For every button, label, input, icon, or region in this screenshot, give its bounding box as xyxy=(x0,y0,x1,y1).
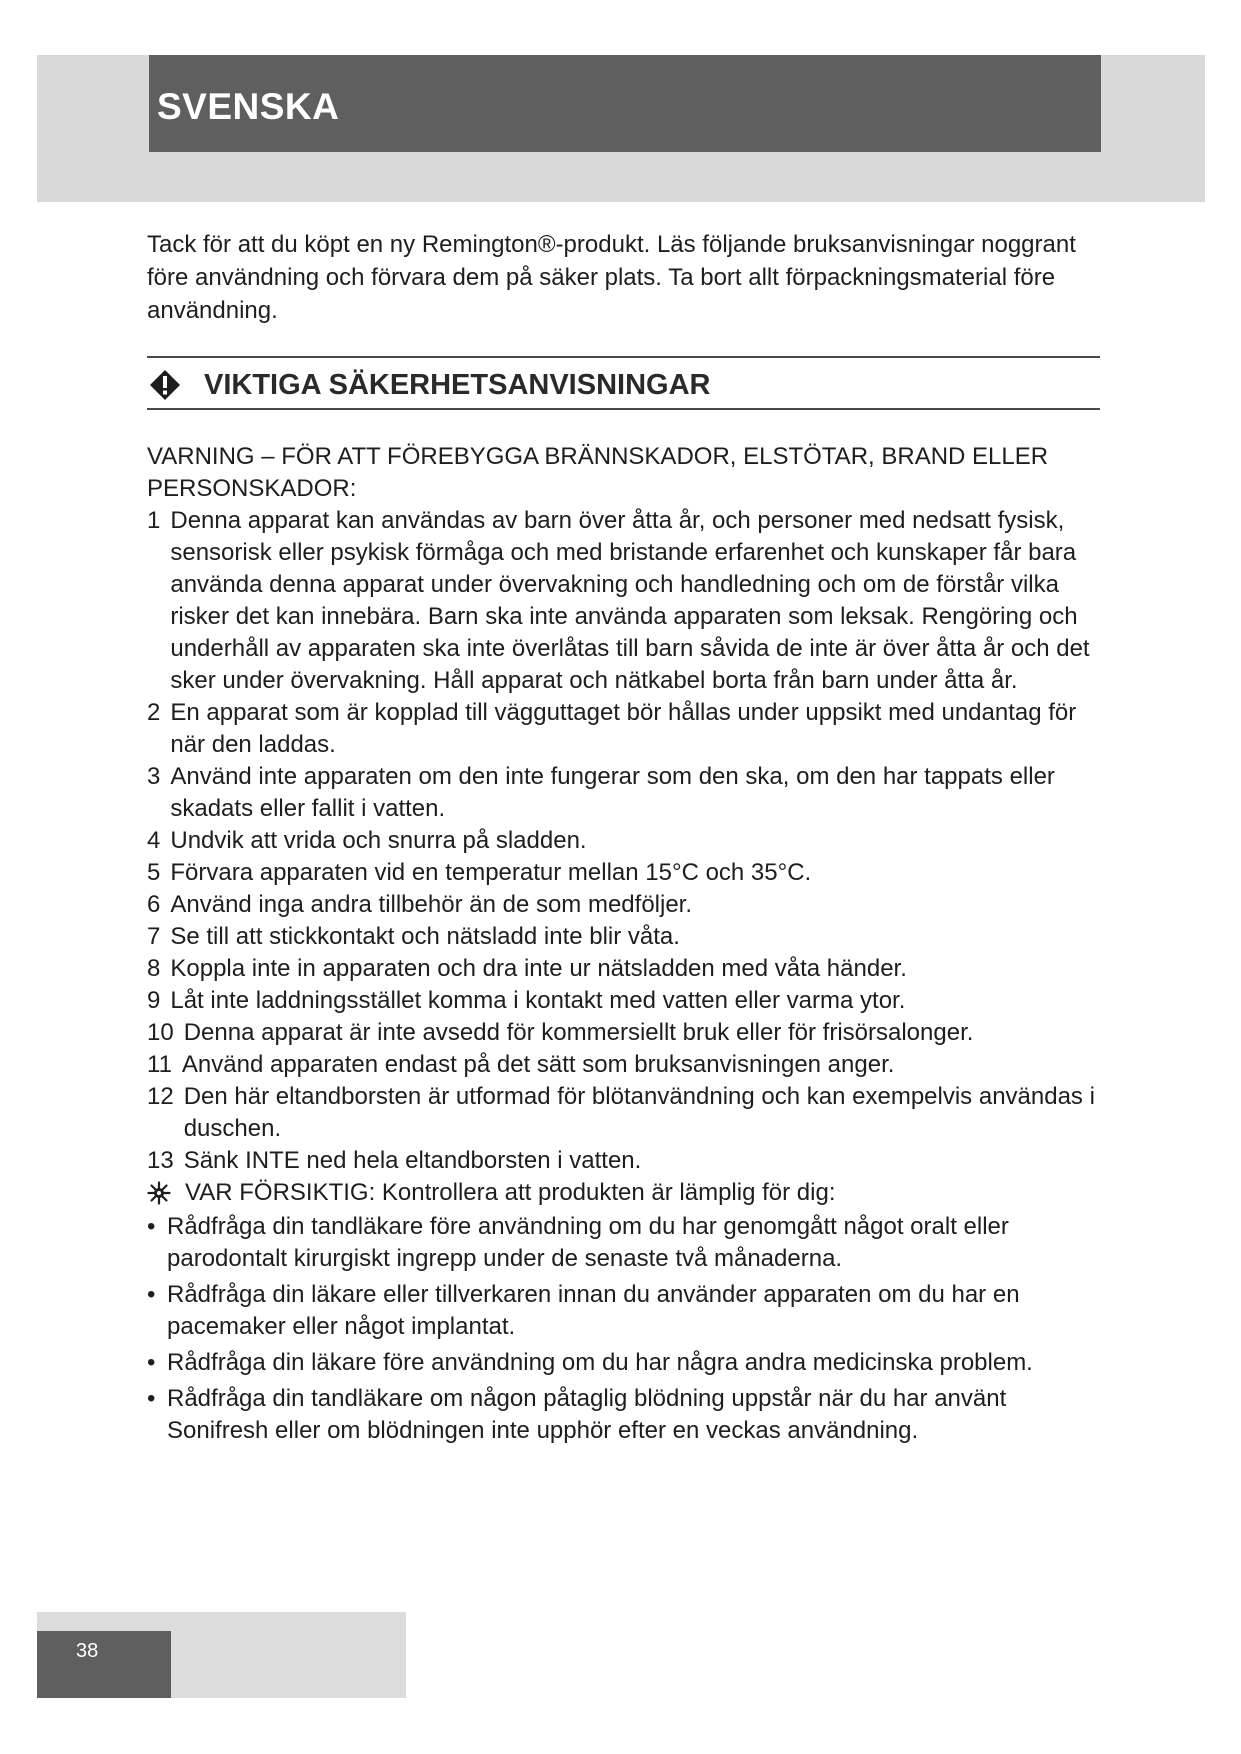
safety-content xyxy=(147,441,1097,1451)
item-text: Denna apparat kan användas av barn över åtta år, och personer med nedsatt fysisk, sensorisk eller psykisk förmåga och med bristande erfarenhet och kunskaper får bara använda denna apparat under övervakning och handledning och om de förstår vilka risker det kan innebära. Barn ska inte använda apparaten som leksak. Rengöring och underhåll av apparaten ska inte överlåtas till barn såvida de inte är över åtta år och det sker under övervakning. Håll apparat och nätkabel borta från barn under åtta år. xyxy=(170,507,1090,694)
item-number: 4 xyxy=(147,827,161,854)
list-item xyxy=(147,1279,1097,1343)
item-number: 10 xyxy=(147,1019,174,1046)
bullet-text: Rådfråga din läkare före användning om du har några andra medicinska problem. xyxy=(167,1349,1033,1376)
item-number: 12 xyxy=(147,1083,174,1110)
item-text: Använd apparaten endast på det sätt som bruksanvisningen anger. xyxy=(181,1051,895,1078)
bullet-text: Rådfråga din tandläkare före användning om du har genomgått något oralt eller parodontalt kirurgiskt ingrepp under de senaste två månaderna. xyxy=(167,1213,1009,1272)
item-text: Sänk INTE ned hela eltandborsten i vatten. xyxy=(183,1147,642,1174)
warning-heading: VARNING – FÖR ATT FÖREBYGGA BRÄNNSKADOR, ELSTÖTAR, BRAND ELLER PERSONSKADOR: xyxy=(147,443,1049,502)
section-title: VIKTIGA SÄKERHETSANVISNINGAR xyxy=(204,369,711,401)
list-item xyxy=(147,761,1097,825)
item-number: 7 xyxy=(147,923,161,950)
list-item xyxy=(147,1081,1097,1145)
list-item xyxy=(147,505,1097,697)
item-number: 11 xyxy=(147,1051,172,1078)
bullet-symbol: • xyxy=(147,1385,156,1412)
item-number: 5 xyxy=(147,859,161,886)
item-number: 13 xyxy=(147,1147,174,1174)
item-text: Undvik att vrida och snurra på sladden. xyxy=(170,827,587,854)
list-item xyxy=(147,1049,1097,1081)
caution-text: VAR FÖRSIKTIG: Kontrollera att produkten är lämplig för dig: xyxy=(185,1179,836,1206)
list-item xyxy=(147,1347,1097,1379)
item-text: Använd inte apparaten om den inte fungerar som den ska, om den har tappats eller skadats eller fallit i vatten. xyxy=(170,763,1055,822)
item-text: Använd inga andra tillbehör än de som medföljer. xyxy=(170,891,693,918)
list-item xyxy=(147,985,1097,1017)
item-text: Denna apparat är inte avsedd för kommersiellt bruk eller för frisörsalonger. xyxy=(183,1019,974,1046)
item-text: Koppla inte in apparaten och dra inte ur nätsladden med våta händer. xyxy=(170,955,907,982)
item-number: 9 xyxy=(147,987,161,1014)
warning-diamond-icon xyxy=(149,369,181,401)
list-item xyxy=(147,889,1097,921)
item-text: Se till att stickkontakt och nätsladd inte blir våta. xyxy=(170,923,680,950)
bullet-symbol: • xyxy=(147,1281,156,1308)
item-number: 1 xyxy=(147,507,161,534)
list-item xyxy=(147,697,1097,761)
item-number: 2 xyxy=(147,699,161,726)
section-rule-top xyxy=(147,356,1100,358)
list-item xyxy=(147,953,1097,985)
item-text: Låt inte laddningsstället komma i kontakt med vatten eller varma ytor. xyxy=(170,987,906,1014)
list-item xyxy=(147,1383,1097,1447)
item-text: Den här eltandborsten är utformad för blötanvändning och kan exempelvis användas i duschen. xyxy=(183,1083,1095,1142)
bullet-text: Rådfråga din tandläkare om någon påtaglig blödning uppstår när du har använt Sonifresh eller om blödningen inte upphör efter en veckas användning. xyxy=(167,1385,1007,1444)
item-number: 3 xyxy=(147,763,161,790)
list-item xyxy=(147,825,1097,857)
list-item xyxy=(147,921,1097,953)
item-number: 8 xyxy=(147,955,161,982)
item-number: 6 xyxy=(147,891,161,918)
caution-star-icon xyxy=(147,1181,171,1205)
intro-paragraph: Tack för att du köpt en ny Remington®-produkt. Läs följande bruksanvisningar noggrant före användning och förvara dem på säker plats. Ta bort allt förpackningsmaterial före användning. xyxy=(147,231,1076,324)
list-item xyxy=(147,857,1097,889)
safety-list xyxy=(147,505,1097,1177)
list-item xyxy=(147,1017,1097,1049)
item-text: Förvara apparaten vid en temperatur mellan 15°C och 35°C. xyxy=(170,859,812,886)
item-text: En apparat som är kopplad till vägguttaget bör hållas under uppsikt med undantag för när den laddas. xyxy=(170,699,1077,758)
page-number: 38 xyxy=(76,1640,99,1662)
section-rule-bottom xyxy=(147,408,1100,410)
caution-bullets xyxy=(147,1211,1097,1447)
bullet-symbol: • xyxy=(147,1349,156,1376)
list-item xyxy=(147,1145,1097,1177)
bullet-text: Rådfråga din läkare eller tillverkaren innan du använder apparaten om du har en pacemaker eller något implantat. xyxy=(167,1281,1020,1340)
footer-box xyxy=(37,1631,171,1698)
bullet-symbol: • xyxy=(147,1213,156,1240)
list-item xyxy=(147,1211,1097,1275)
caution-line xyxy=(147,1177,1097,1209)
language-title: SVENSKA xyxy=(157,86,340,127)
